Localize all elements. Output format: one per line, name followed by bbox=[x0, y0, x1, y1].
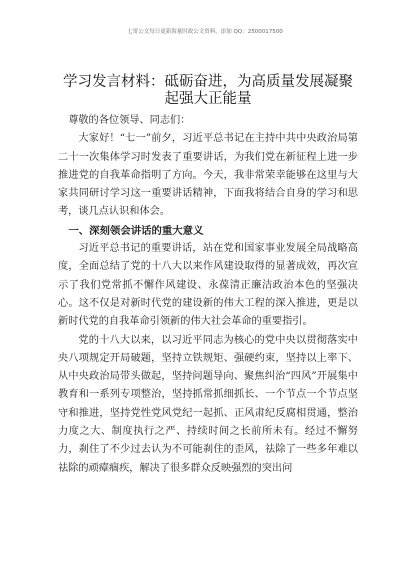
section-paragraph-2: 党的十八大以来，以习近平同志为核心的党中央以贯彻落实中央八项规定开局破题，坚持立铁规矩、强硬约束，坚持以上率下、从中央政治局带头做起，坚持问题导向、聚焦纠治“四风”开展集中教育和一系列专项整治，坚持抓常抓细抓长、一个节点一个节点坚守和推进，坚持党性党风党纪一起抓、正风肃纪反腐相贯通，整治力度之大、制度执行之严、持续时间之长前所未有。经过不懈努力，刹住了不少过去认为不可能刹住的歪风，祛除了一些多年难以祛除的顽瘴痼疾，解决了很多群众反映强烈的突出问 bbox=[58, 334, 358, 474]
document-title: 学习发言材料：砥砺奋进，为高质量发展凝聚起强大正能量 bbox=[63, 74, 353, 107]
salutation: 尊敬的各位领导、同志们： bbox=[68, 115, 191, 126]
section-paragraph-1: 习近平总书记的重要讲话，站在党和国家事业发展全局战略高度，全面总结了党的十八大以来作风建设取得的显著成效，再次宣示了我们党常抓不懈作风建设、永葆清正廉洁政治本色的坚强决心。这不仅是对新时代党的建设新的伟大工程的深入推进，更是以新时代党的自我革命引领新的伟大社会革命的重要指引。 bbox=[58, 243, 358, 328]
section-heading: 一、深刻领会讲话的重大意义 bbox=[68, 224, 204, 237]
watermark-text: 七哥公文每日更新海量时政公文资料，添加 QQ：2500017500 bbox=[127, 29, 283, 35]
intro-paragraph: 大家好！“七一”前夕，习近平总书记在主持中共中央政治局第二十一次集体学习时发表了重要讲话，为我们党在新征程上进一步推进党的自我革命指明了方向。今天，我非常荣幸能够在这里与大家共同研讨学习这一重要讲话精神，下面我将结合自身的学习和思考，谈几点认识和体会。 bbox=[58, 133, 358, 218]
document-body bbox=[58, 112, 358, 478]
